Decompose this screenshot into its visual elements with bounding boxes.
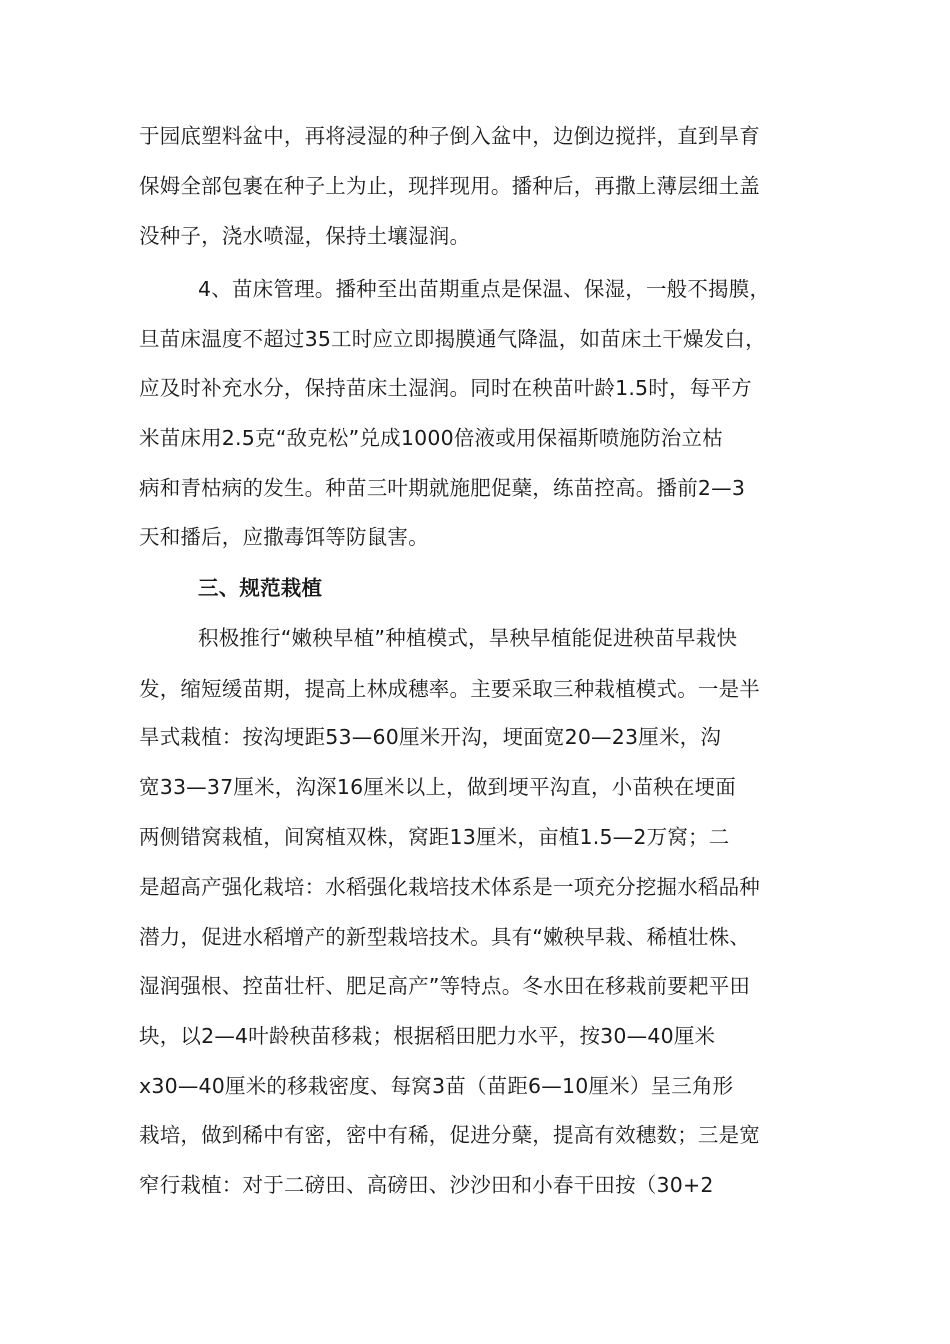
paragraph-3-line-4: 宽33—37厘米，沟深16厘米以上，做到埂平沟直，小苗秧在埂面 <box>139 775 736 799</box>
paragraph-2-line-2: 旦苗床温度不超过35工时应立即揭膜通气降温，如苗床土干燥发白， <box>139 327 766 351</box>
paragraph-3-line-2: 发，缩短缓苗期，提高上林成穗率。主要采取三种栽植模式。一是半 <box>139 677 760 701</box>
paragraph-1-line-1: 于园底塑料盆中，再将浸湿的种子倒入盆中，边倒边搅拌，直到旱育 <box>139 124 760 148</box>
paragraph-3-line-7: 潜力，促进水稻增产的新型栽培技术。具有“嫩秧早栽、稀植壮株、 <box>139 925 751 949</box>
paragraph-2-line-5: 病和青枯病的发生。种苗三叶期就施肥促蘖，练苗控高。播前2—3 <box>139 476 746 500</box>
paragraph-1-line-3: 没种子，浇水喷湿，保持土壤湿润。 <box>139 224 471 248</box>
paragraph-3-line-3: 旱式栽植：按沟埂距53—60厘米开沟，埂面宽20—23厘米，沟 <box>139 725 722 749</box>
paragraph-3-line-1: 积极推行“嫩秧早植”种植模式，旱秧早植能促进秧苗早栽快 <box>198 626 738 650</box>
paragraph-1-line-2: 保姆全部包裹在种子上为止，现拌现用。播种后，再撒上薄层细土盖 <box>139 174 760 198</box>
paragraph-3-line-8: 湿润强根、控苗壮杆、肥足高产”等特点。冬水田在移栽前要耙平田 <box>139 974 751 998</box>
section-heading: 三、规范栽植 <box>198 576 323 600</box>
paragraph-3-line-9: 块，以2—4叶龄秧苗移栽；根据稻田肥力水平，按30—40厘米 <box>139 1024 716 1048</box>
paragraph-2-line-1: 4、苗床管理。播种至出苗期重点是保温、保湿，一般不揭膜， <box>198 277 771 301</box>
paragraph-2-line-6: 天和播后，应撒毒饵等防鼠害。 <box>139 525 429 549</box>
paragraph-3-line-12: 窄行栽植：对于二磅田、高磅田、沙沙田和小春干田按（30+2 <box>139 1173 714 1197</box>
paragraph-3-line-11: 栽培，做到稀中有密，密中有稀，促进分蘖，提高有效穗数；三是宽 <box>139 1123 760 1147</box>
paragraph-3-line-10: x30—40厘米的移栽密度、每窝3苗（苗距6—10厘米）呈三角形 <box>139 1074 734 1098</box>
paragraph-3-line-5: 两侧错窝栽植，间窝植双株，窝距13厘米，亩植1.5—2万窝；二 <box>139 825 730 849</box>
paragraph-2-line-3: 应及时补充水分，保持苗床土湿润。同时在秧苗叶龄1.5时，每平方 <box>139 376 752 400</box>
paragraph-3-line-6: 是超高产强化栽培：水稻强化栽培技术体系是一项充分挖掘水稻品种 <box>139 875 760 899</box>
paragraph-2-line-4: 米苗床用2.5克“敌克松”兑成1000倍液或用保福斯喷施防治立枯 <box>139 426 723 450</box>
